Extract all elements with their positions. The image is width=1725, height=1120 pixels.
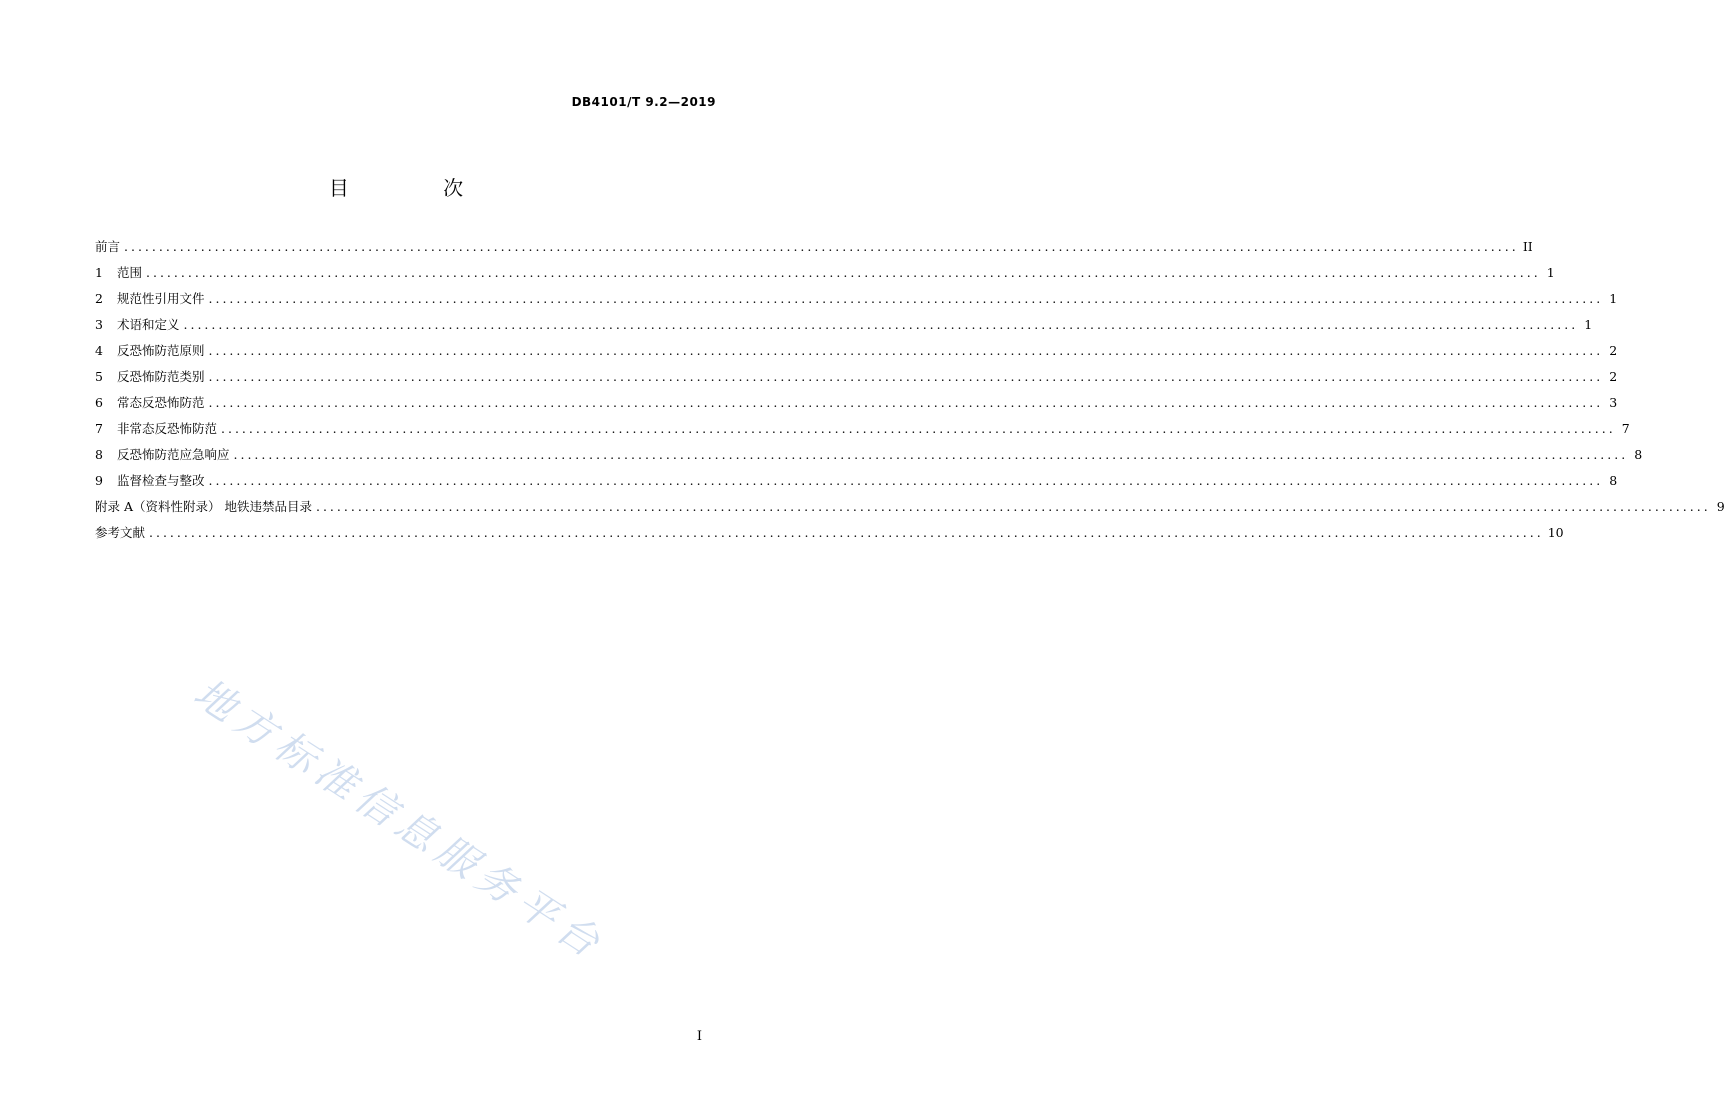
toc-entry[interactable] (95, 471, 1618, 497)
toc-entry[interactable] (95, 445, 1643, 471)
toc-entry-label: 范围 (117, 265, 143, 280)
toc-entry-label: 反恐怖防范类别 (117, 369, 205, 384)
table-of-contents (95, 237, 1725, 549)
toc-entry-label: 规范性引用文件 (117, 291, 205, 306)
toc-entry-label: 前言 (95, 239, 121, 254)
toc-dot-leader: ........................................................................................................................................................................................................ (124, 239, 1519, 254)
toc-entry-page: 3 (1609, 395, 1618, 410)
toc-entry-page: 2 (1609, 343, 1618, 358)
toc-entry-number: 8 (95, 447, 103, 462)
page-number: I (696, 1029, 702, 1044)
toc-entry-label: 附录 A（资料性附录） 地铁违禁品目录 (95, 499, 312, 514)
toc-entry-number: 1 (95, 265, 103, 280)
toc-entry-label: 常态反恐怖防范 (117, 395, 205, 410)
toc-dot-leader: ........................................................................................................................................................................................................ (233, 447, 1629, 462)
toc-dot-leader: ........................................................................................................................................................................................................ (183, 317, 1579, 332)
toc-entry[interactable] (95, 393, 1618, 419)
toc-entry[interactable] (95, 523, 1564, 549)
toc-entry-label: 监督检查与整改 (117, 473, 205, 488)
toc-entry-number: 7 (95, 421, 103, 436)
toc-entry[interactable] (95, 497, 1725, 523)
toc-entry-page: 1 (1546, 265, 1555, 280)
toc-entry-label: 反恐怖防范应急响应 (117, 447, 230, 462)
toc-entry-number: 9 (95, 473, 103, 488)
toc-entry-page: 1 (1584, 317, 1593, 332)
toc-entry-number: 3 (95, 317, 103, 332)
toc-entry-number: 4 (95, 343, 103, 358)
toc-dot-leader: ........................................................................................................................................................................................................ (208, 291, 1604, 306)
toc-entry-label: 非常态反恐怖防范 (117, 421, 218, 436)
document-code: DB4101/T 9.2—2019 (571, 95, 716, 109)
toc-entry-page: 2 (1609, 369, 1618, 384)
toc-entry-label: 术语和定义 (117, 317, 180, 332)
toc-entry-page: 8 (1609, 473, 1618, 488)
toc-entry-page: 9 (1716, 499, 1725, 514)
toc-entry[interactable] (95, 237, 1533, 263)
toc-entry-number: 2 (95, 291, 103, 306)
toc-dot-leader: ........................................................................................................................................................................................................ (208, 369, 1604, 384)
toc-entry[interactable] (95, 367, 1618, 393)
toc-dot-leader: ........................................................................................................................................................................................................ (208, 473, 1604, 488)
toc-entry[interactable] (95, 419, 1630, 445)
toc-entry-label: 参考文献 (95, 525, 146, 540)
toc-entry[interactable] (95, 289, 1618, 315)
toc-entry-page: 7 (1621, 421, 1630, 436)
toc-dot-leader: ........................................................................................................................................................................................................ (208, 395, 1604, 410)
toc-dot-leader: ........................................................................................................................................................................................................ (146, 265, 1541, 280)
toc-entry-page: 10 (1547, 525, 1564, 540)
toc-entry[interactable] (95, 341, 1618, 367)
toc-entry-page: 1 (1609, 291, 1618, 306)
watermark: 地方标准信息服务平台 (185, 670, 614, 971)
toc-entry-number: 5 (95, 369, 103, 384)
toc-dot-leader: ........................................................................................................................................................................................................ (208, 343, 1604, 358)
toc-dot-leader: ........................................................................................................................................................................................................ (315, 499, 1711, 514)
toc-dot-leader: ........................................................................................................................................................................................................ (221, 421, 1616, 436)
toc-entry-page: II (1522, 239, 1533, 254)
toc-entry-page: 8 (1634, 447, 1643, 462)
toc-entry-label: 反恐怖防范原则 (117, 343, 205, 358)
toc-entry-number: 6 (95, 395, 103, 410)
toc-entry[interactable] (95, 263, 1555, 289)
toc-dot-leader: ........................................................................................................................................................................................................ (149, 525, 1544, 540)
toc-entry[interactable] (95, 315, 1593, 341)
toc-title: 目 次 (328, 176, 508, 200)
